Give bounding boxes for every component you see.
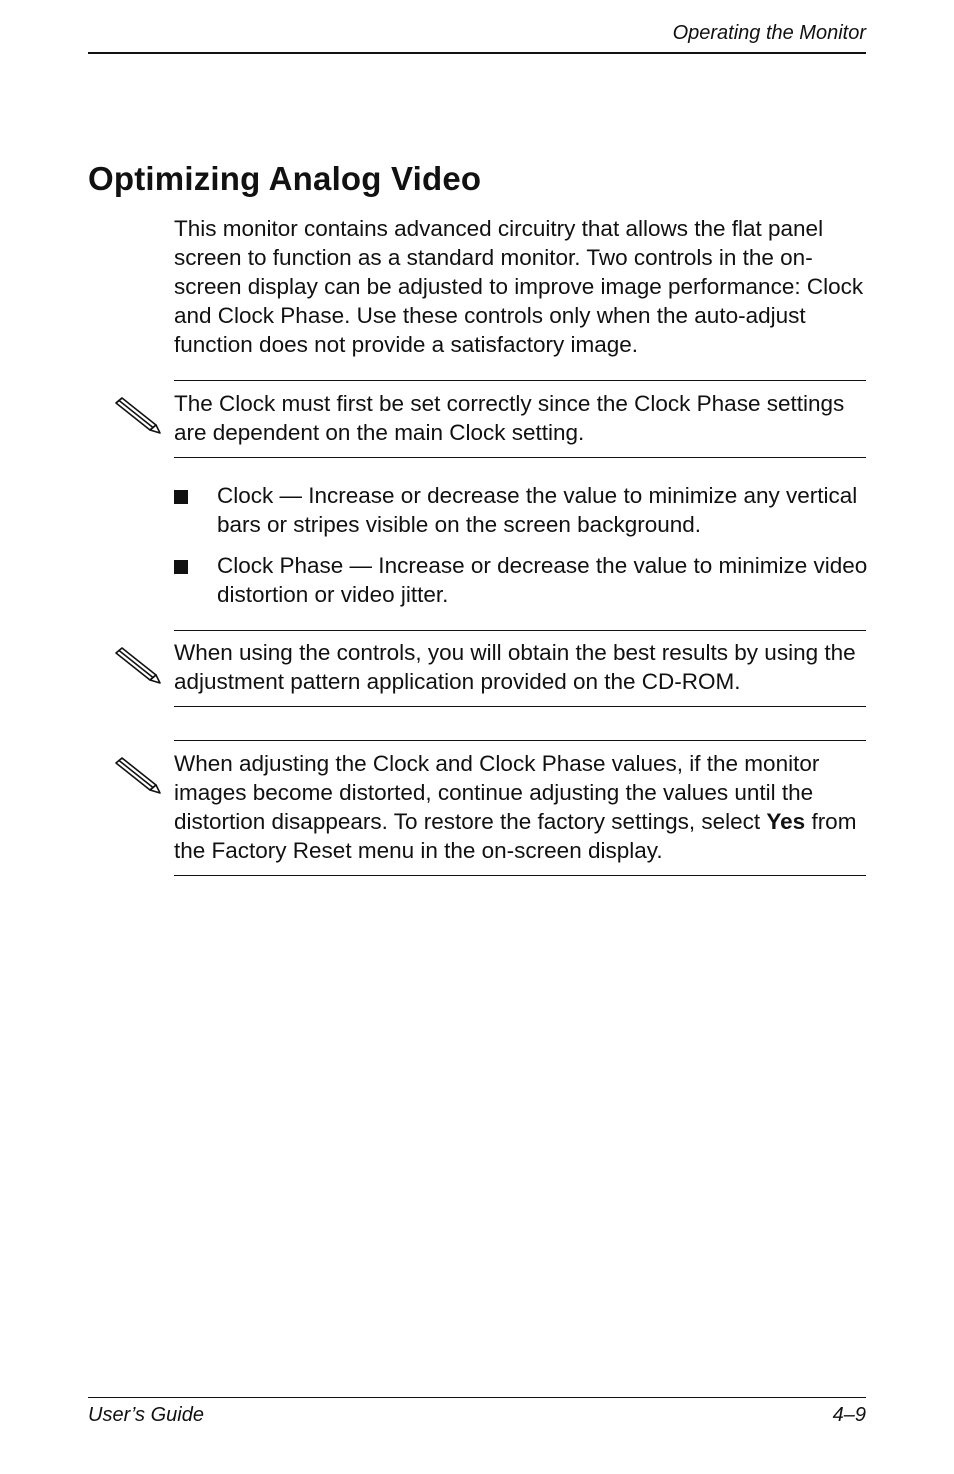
pencil-icon (112, 395, 162, 435)
intro-paragraph: This monitor contains advanced circuitry that allows the flat panel screen to function as a standard monitor. Two controls in the on-screen display can be adjusted to improve image performance: Clock and Clock Phase. Use these controls only when the auto-adjust function does not provide a satisfactory image. (174, 216, 864, 357)
note-box (174, 380, 866, 458)
running-header-title: Operating the Monitor (672, 22, 866, 44)
note-text: The Clock must first be set correctly since the Clock Phase settings are dependent on the main Clock setting. (174, 391, 845, 445)
emphasis-yes: Yes (766, 809, 806, 834)
bullet-text: Clock — Increase or decrease the value to minimize any vertical bars or stripes visible on the screen background. (217, 483, 858, 537)
bullet-item-clock (174, 481, 874, 539)
bullet-list (174, 481, 874, 621)
bullet-text: Clock Phase — Increase or decrease the value to minimize video distortion or video jitter. (217, 553, 868, 607)
note-text-part: from the Factory Reset menu in the on-screen display. (174, 809, 857, 863)
page-header (88, 18, 866, 54)
bullet-square (174, 560, 188, 574)
note-box (174, 630, 866, 707)
note-box (174, 740, 866, 876)
footer-guide-title: User’s Guide (88, 1404, 204, 1426)
section-heading: Optimizing Analog Video (88, 160, 482, 197)
page-footer (88, 1397, 866, 1438)
page-number: 4–9 (832, 1404, 866, 1426)
pencil-icon (112, 645, 162, 685)
note-text (174, 749, 866, 865)
pencil-icon (112, 755, 162, 795)
bullet-square (174, 490, 188, 504)
note-text-part: When adjusting the Clock and Clock Phase values, if the monitor images become distorted, continue adjusting the values until the distortion disappears. To restore the factory settings, select (174, 751, 820, 834)
note-text: When using the controls, you will obtain the best results by using the adjustment pattern application provided on the CD-ROM. (174, 640, 856, 694)
bullet-item-clock-phase (174, 551, 874, 609)
